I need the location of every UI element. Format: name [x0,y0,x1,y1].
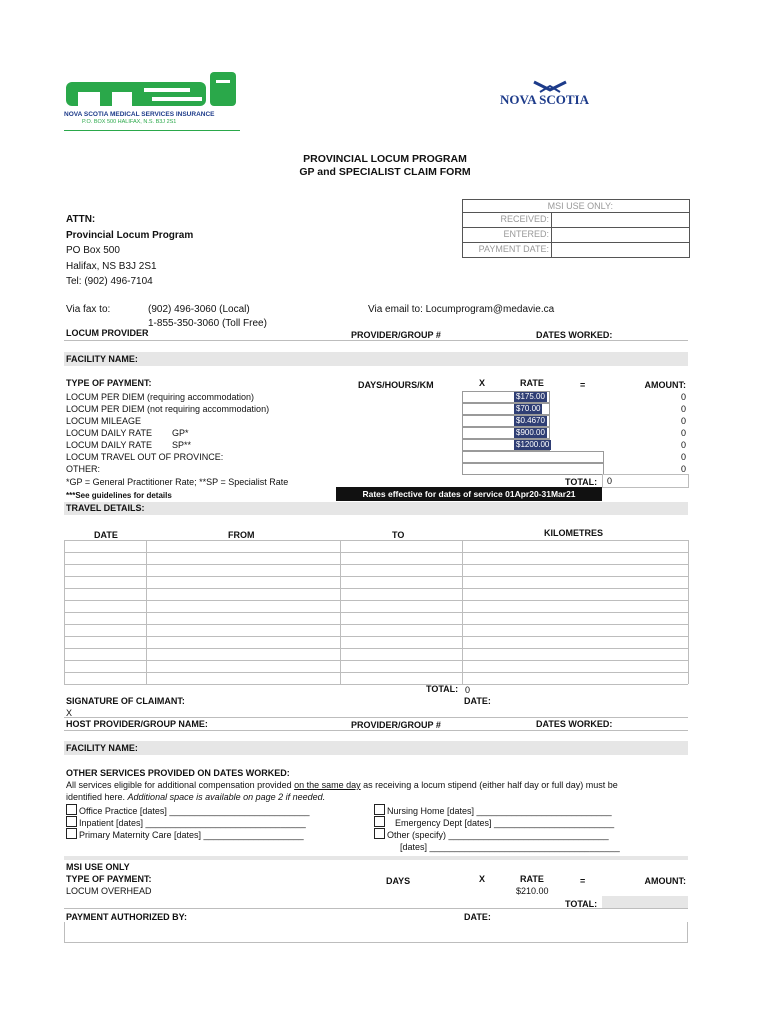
payment-date-label: PAYMENT DATE: [478,244,549,254]
nursing-home-checkbox[interactable] [374,804,385,815]
days-hours-km-label: DAYS/HOURS/KM [358,380,434,390]
guidelines-note: ***See guidelines for details [66,491,172,500]
amount-value: 0 [680,440,686,450]
other-services-text2-italic: Additional space is available on page 2 if needed. [127,792,326,802]
host-provider-label: HOST PROVIDER/GROUP NAME: [66,719,208,729]
attn-city: Halifax, NS B3J 2S1 [66,260,157,272]
payment-row-label: OTHER: [66,464,101,474]
amount-value: 0 [680,428,686,438]
other-services-text-b: as receiving a locum stipend (either half day or full day) must be [360,780,618,790]
days-input[interactable] [462,463,604,475]
payment-total-label: TOTAL: [565,477,598,487]
payment-authorized-label: PAYMENT AUTHORIZED BY: [66,912,188,922]
other-specify-label: Other (specify) ________________________________ [387,830,609,840]
msi-only-amount-label: AMOUNT: [644,876,686,886]
primary-maternity-checkbox[interactable] [66,828,77,839]
rate-footnote: *GP = General Practitioner Rate; **SP = Specialist Rate [66,477,289,487]
msi-only-rate-label: RATE [520,874,544,884]
nova-scotia-logo [500,80,612,110]
travel-total-value: 0 [465,685,471,695]
inpatient-label: Inpatient [dates] ________________________________ [79,818,306,828]
emergency-dept-checkbox[interactable] [374,816,385,827]
type-of-payment-label: TYPE OF PAYMENT: [66,378,152,388]
amount-value: 0 [680,452,686,462]
other-services-header: OTHER SERVICES PROVIDED ON DATES WORKED: [66,768,290,778]
msi-org-address: P.O. BOX 500 HALIFAX, N.S. B3J 2S1 [82,119,177,125]
received-label: RECEIVED: [500,214,549,224]
form-title: PROVINCIAL LOCUM PROGRAM [303,153,467,165]
travel-total-label: TOTAL: [426,684,459,694]
inpatient-checkbox[interactable] [66,816,77,827]
attn-pobox: PO Box 500 [66,245,120,256]
facility-name-label: FACILITY NAME: [66,354,138,364]
amount-label: AMOUNT: [644,380,686,390]
travel-date-col: DATE [94,530,118,540]
payment-authorized-field[interactable] [64,922,688,943]
msi-only-x-label: X [479,874,486,884]
msi-underline [64,130,240,131]
entered-field[interactable] [552,228,688,241]
locum-overhead-rate: $210.00 [516,886,549,896]
msi-logo-mark [64,70,240,110]
travel-row[interactable] [65,541,687,683]
inpatient-option[interactable] [66,816,306,828]
x-label: X [479,378,486,388]
fax-label: Via fax to: [66,304,111,315]
payment-row-label: LOCUM DAILY RATE SP** [66,440,192,450]
emergency-dept-option[interactable] [374,816,614,828]
rate-value: $70.00 [516,404,541,413]
payment-row-label: LOCUM DAILY RATE GP* [66,428,189,438]
msi-use-box [462,199,690,258]
msi-only-gray-band [64,856,688,860]
nova-scotia-text: NOVA SCOTIA [500,92,589,107]
attn-program: Provincial Locum Program [66,229,194,241]
payment-row-label: LOCUM TRAVEL OUT OF PROVINCE: [66,452,224,462]
rate-label: RATE [520,378,544,388]
travel-details-header [64,502,688,515]
authorized-date-label: DATE: [464,912,491,922]
attn-tel: Tel: (902) 496-7104 [66,276,153,287]
msi-use-header: MSI USE ONLY: [547,201,613,211]
signature-x: X [66,708,73,718]
other-services-text2 [66,792,325,802]
msi-only-equals-label: = [580,876,586,886]
other-services-text-underline: on the same day [294,780,361,790]
primary-maternity-option[interactable] [66,828,304,840]
amount-value: 0 [680,416,686,426]
msi-only-days-label: DAYS [386,876,411,886]
email-contact[interactable]: Via email to: Locumprogram@medavie.ca [368,304,555,315]
msi-only-total-box[interactable] [602,896,688,908]
locum-provider-label: LOCUM PROVIDER [66,328,149,338]
amount-value: 0 [680,464,686,474]
travel-from-col: FROM [228,530,255,540]
payment-total-box [602,474,689,488]
rate-value: $0.4670 [516,416,545,425]
amount-value: 0 [680,392,686,402]
payment-total-value: 0 [607,476,613,486]
other-services-text-a: All services eligible for additional compensation provided [66,780,295,790]
form-subtitle: GP and SPECIALIST CLAIM FORM [299,166,471,178]
msi-only-type-label: TYPE OF PAYMENT: [66,874,152,884]
msi-only-header: MSI USE ONLY [66,862,130,872]
payment-date-field[interactable] [552,243,688,256]
host-facility-row[interactable] [64,741,688,755]
payment-row-label: LOCUM MILEAGE [66,416,142,426]
signature-claimant-label: SIGNATURE OF CLAIMANT: [66,696,185,706]
equals-label: = [580,380,586,390]
other-specify-option[interactable] [374,828,609,840]
office-practice-option[interactable] [66,804,310,816]
nursing-home-label: Nursing Home [dates] ___________________________ [387,806,612,816]
msi-org-name: NOVA SCOTIA MEDICAL SERVICES INSURANCE [64,111,215,118]
other-services-text2-a: identified here. [66,792,128,802]
fax-local: (902) 496-3060 (Local) [148,304,250,315]
payment-row-label: LOCUM PER DIEM (not requiring accommodation) [66,404,270,414]
fax-tollfree: 1-855-350-3060 (Toll Free) [148,318,267,329]
days-input[interactable] [462,451,604,463]
received-field[interactable] [552,213,688,226]
host-provider-group-label: PROVIDER/GROUP # [351,720,441,730]
locum-overhead-label: LOCUM OVERHEAD [66,886,152,896]
primary-maternity-label: Primary Maternity Care [dates] ____________________ [79,830,304,840]
attn-label: ATTN: [66,214,96,225]
host-dates-worked-label: DATES WORKED: [536,719,613,729]
entered-label: ENTERED: [503,229,549,239]
travel-details-label: TRAVEL DETAILS: [66,503,145,513]
host-provider-field[interactable] [64,731,688,741]
provider-group-label: PROVIDER/GROUP # [351,330,441,340]
office-practice-label: Office Practice [dates] ____________________________ [79,806,310,816]
other-services-text [66,780,618,790]
rate-value: $900.00 [516,428,545,437]
signature-field[interactable] [76,706,456,717]
office-practice-checkbox[interactable] [66,804,77,815]
dates-worked-label: DATES WORKED: [536,330,613,340]
rate-value: $1200.00 [516,440,550,449]
host-facility-label: FACILITY NAME: [66,743,138,753]
locum-provider-field[interactable] [64,341,688,352]
msi-only-total-label: TOTAL: [565,899,598,909]
facility-name-row[interactable] [64,352,688,366]
signature-date-label: DATE: [464,696,491,706]
emergency-dept-label: Emergency Dept [dates] ________________________ [395,818,615,828]
msi-logo [64,70,240,132]
other-specify-checkbox[interactable] [374,828,385,839]
amount-value: 0 [680,404,686,414]
travel-km-col: KILOMETRES [544,528,604,538]
other-dates-line[interactable]: [dates] ______________________________________ [400,842,620,852]
travel-to-col: TO [392,530,405,540]
attn-block [66,212,193,290]
rate-value: $175.00 [516,392,545,401]
nursing-home-option[interactable] [374,804,612,816]
rates-effective-banner: Rates effective for dates of service 01Apr20-31Mar21 [336,487,602,501]
payment-row-label: LOCUM PER DIEM (requiring accommodation) [66,392,255,402]
